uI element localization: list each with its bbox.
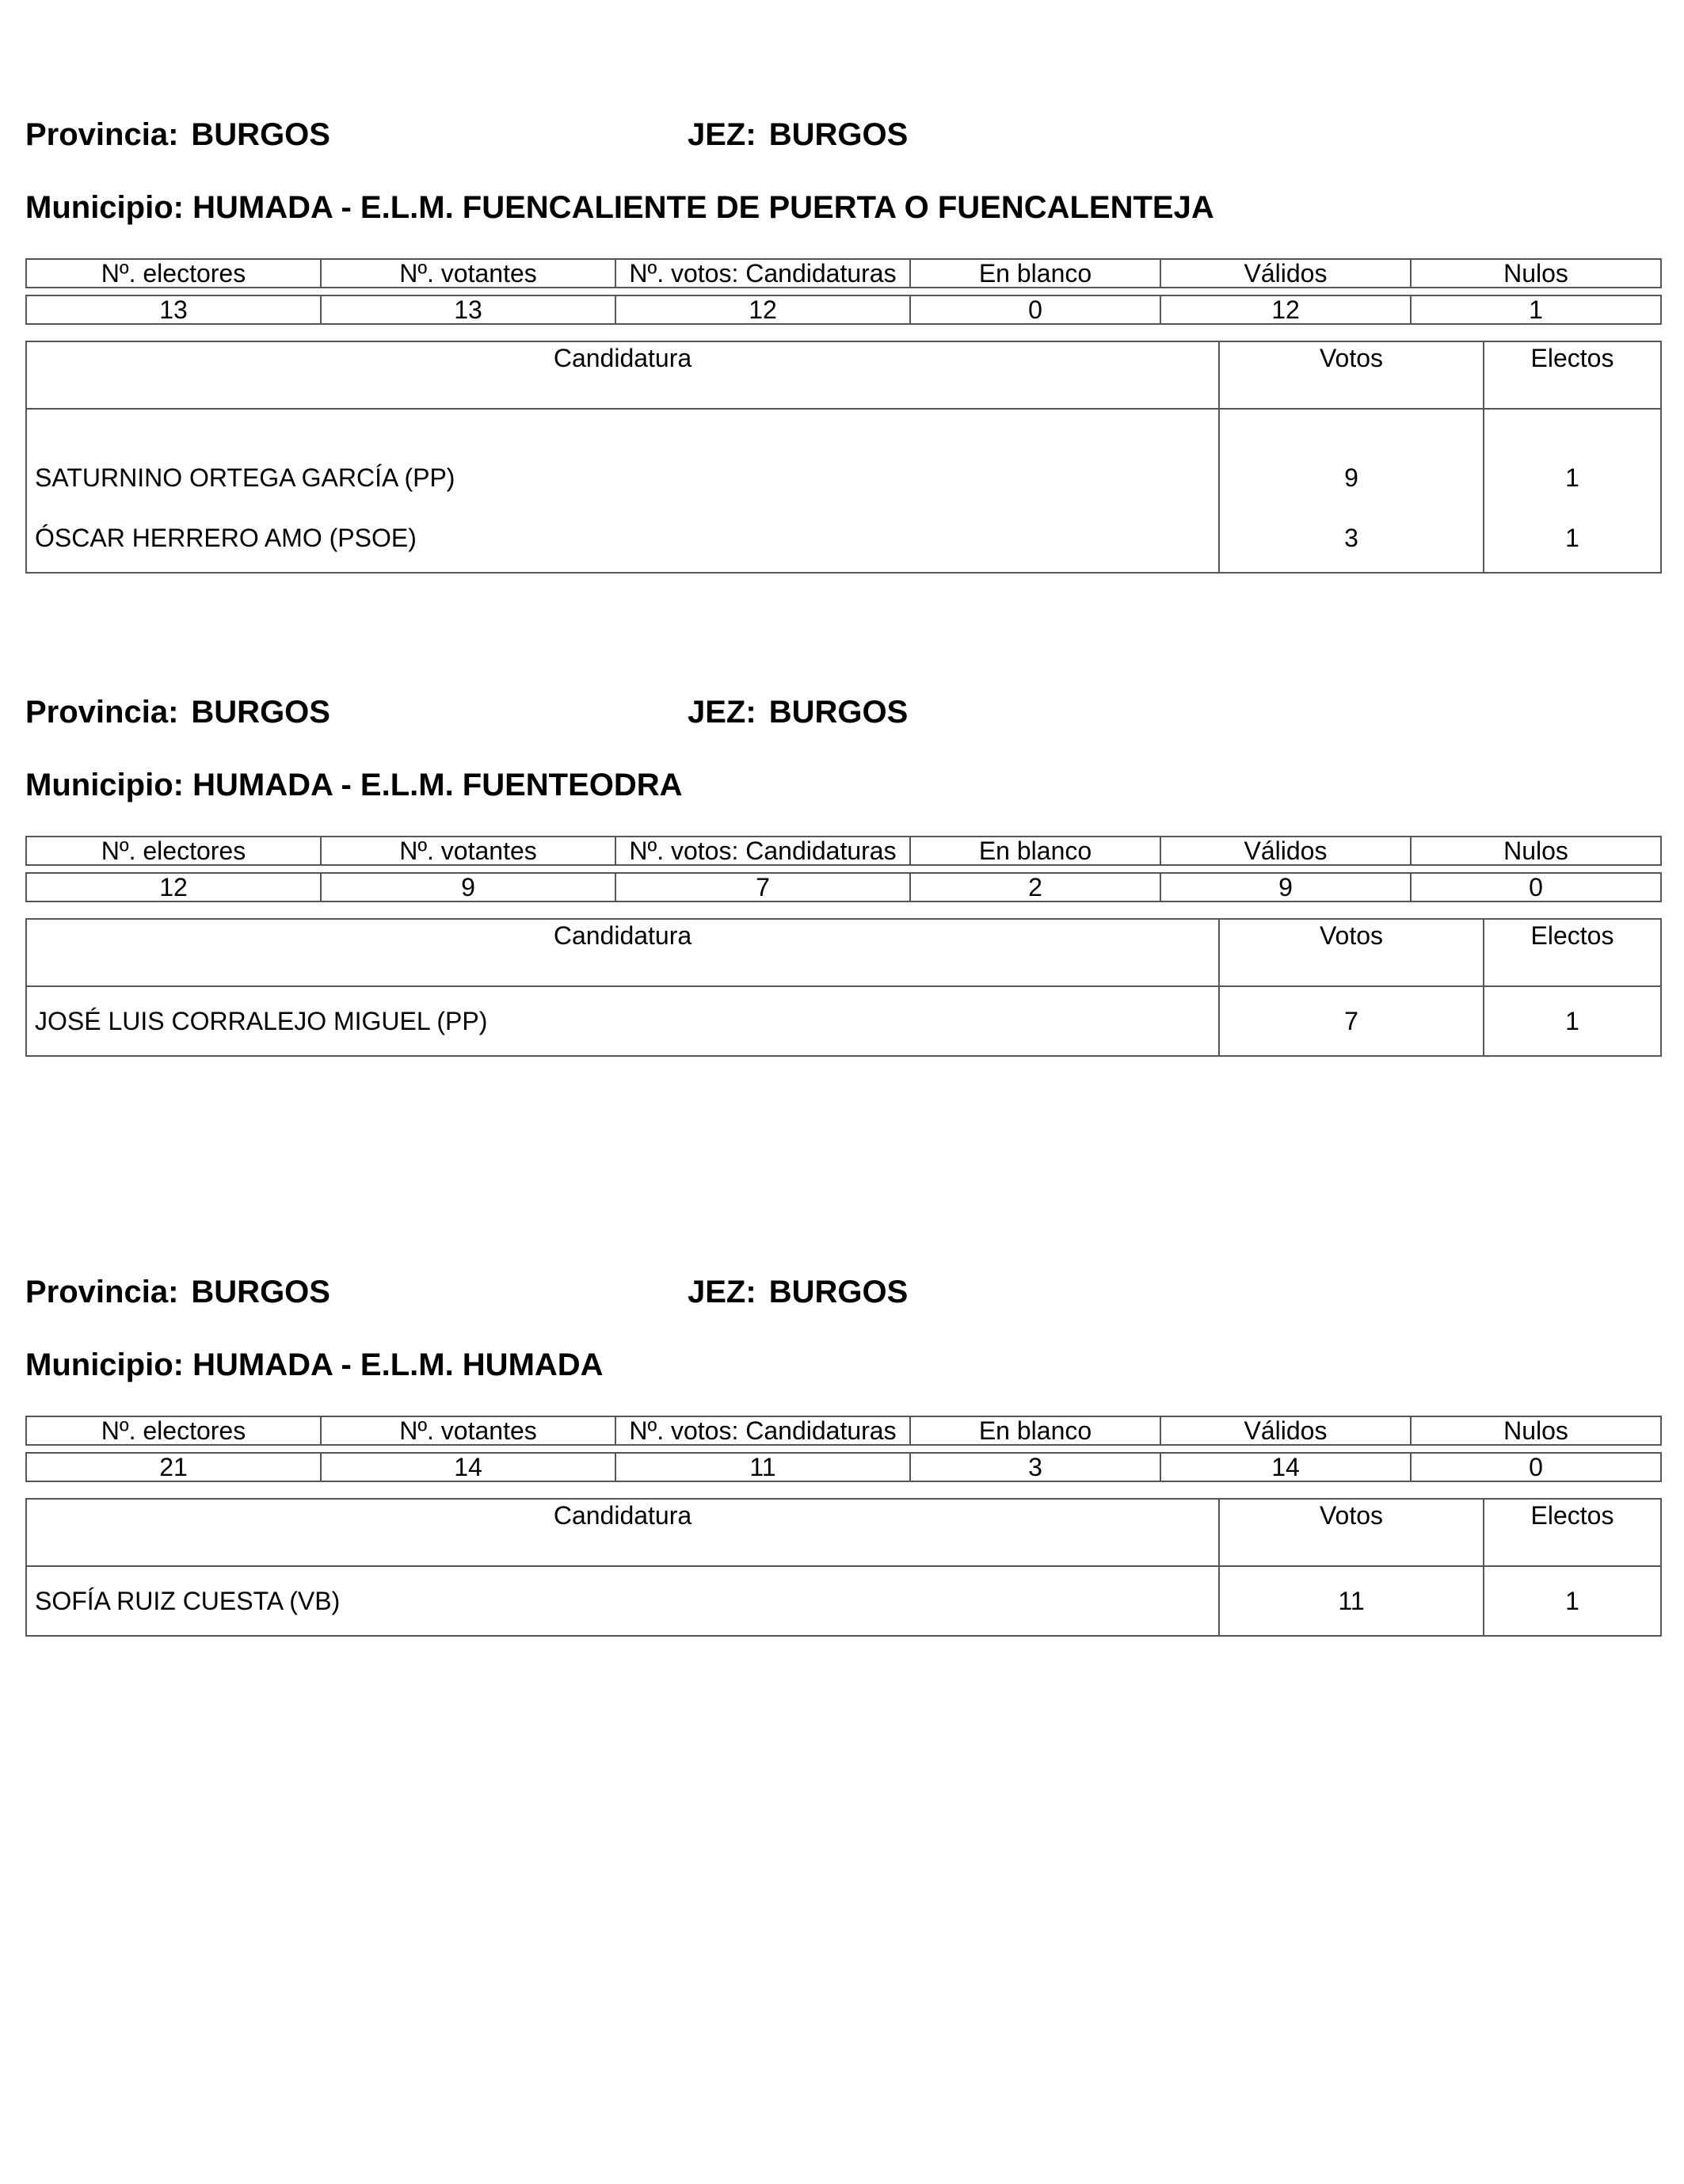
candidate-votos: 9 — [1219, 409, 1484, 504]
municipio-heading: Municipio: HUMADA - E.L.M. FUENTEODRA — [25, 768, 683, 802]
municipio-value: HUMADA - E.L.M. HUMADA — [192, 1347, 604, 1382]
stats-value-cell: 12 — [1160, 295, 1411, 324]
stats-value-cell: 12 — [615, 295, 910, 324]
candidate-name: JOSÉ LUIS CORRALEJO MIGUEL (PP) — [26, 986, 1219, 1056]
stats-value-cell: 12 — [26, 873, 321, 901]
stats-value-cell: 11 — [615, 1453, 910, 1481]
jez-heading: JEZ: BURGOS — [688, 117, 909, 152]
votos-header: Votos — [1219, 919, 1484, 986]
municipio-value: HUMADA - E.L.M. FUENCALIENTE DE PUERTA O FUENCALENTEJA — [192, 190, 1214, 225]
provincia-value: BURGOS — [191, 117, 330, 152]
candidate-electos: 1 — [1484, 986, 1661, 1056]
stats-header-cell: En blanco — [910, 1416, 1160, 1445]
candidate-name: SOFÍA RUIZ CUESTA (VB) — [26, 1566, 1219, 1636]
provincia-value: BURGOS — [191, 695, 330, 730]
stats-value-cell: 9 — [1160, 873, 1411, 901]
stats-value-cell: 2 — [910, 873, 1160, 901]
provincia-value: BURGOS — [191, 1275, 330, 1309]
provincia-heading: Provincia: BURGOS — [25, 117, 330, 152]
candidates-table — [25, 1498, 1662, 1637]
candidate-name: ÓSCAR HERRERO AMO (PSOE) — [26, 504, 1219, 573]
municipio-heading: Municipio: HUMADA - E.L.M. FUENCALIENTE DE PUERTA O FUENCALENTEJA — [25, 190, 1214, 225]
candidate-electos: 1 — [1484, 409, 1661, 504]
candidate-votos: 11 — [1219, 1566, 1484, 1636]
stats-header-cell: Válidos — [1160, 1416, 1411, 1445]
stats-header-cell: Nº. votos: Candidaturas — [615, 1416, 910, 1445]
stats-header-cell: En blanco — [910, 259, 1160, 288]
municipio-value: HUMADA - E.L.M. FUENTEODRA — [192, 768, 683, 802]
candidate-row — [26, 986, 1661, 1056]
candidate-electos: 1 — [1484, 1566, 1661, 1636]
stats-value-cell: 0 — [1411, 1453, 1661, 1481]
votos-header: Votos — [1219, 1499, 1484, 1566]
stats-header-cell: Nº. votantes — [321, 1416, 615, 1445]
provincia-heading: Provincia: BURGOS — [25, 1275, 330, 1309]
candidate-votos: 7 — [1219, 986, 1484, 1056]
electos-header: Electos — [1484, 1499, 1661, 1566]
jez-value: BURGOS — [768, 695, 909, 730]
candidatura-header: Candidatura — [26, 919, 1219, 986]
municipio-heading: Municipio: HUMADA - E.L.M. HUMADA — [25, 1347, 604, 1382]
stats-value-cell: 3 — [910, 1453, 1160, 1481]
stats-table — [25, 258, 1662, 325]
candidates-table — [25, 918, 1662, 1057]
stats-header-cell: Válidos — [1160, 837, 1411, 865]
candidate-row — [26, 409, 1661, 504]
provincia-heading: Provincia: BURGOS — [25, 695, 330, 730]
stats-header-cell: Nº. electores — [26, 259, 321, 288]
stats-header-cell: Nº. votantes — [321, 837, 615, 865]
stats-value-cell: 1 — [1411, 295, 1661, 324]
stats-value-cell: 14 — [321, 1453, 615, 1481]
stats-value-cell: 9 — [321, 873, 615, 901]
candidate-electos: 1 — [1484, 504, 1661, 573]
stats-value-cell: 7 — [615, 873, 910, 901]
candidate-name: SATURNINO ORTEGA GARCÍA (PP) — [26, 409, 1219, 504]
jez-value: BURGOS — [768, 117, 909, 152]
stats-header-cell: Nº. votos: Candidaturas — [615, 837, 910, 865]
stats-header-cell: Nulos — [1411, 1416, 1661, 1445]
candidate-votos: 3 — [1219, 504, 1484, 573]
stats-header-cell: Nulos — [1411, 259, 1661, 288]
jez-heading: JEZ: BURGOS — [688, 695, 909, 730]
stats-header-cell: Nº. electores — [26, 837, 321, 865]
candidate-row — [26, 1566, 1661, 1636]
jez-heading: JEZ: BURGOS — [688, 1275, 909, 1309]
stats-value-cell: 21 — [26, 1453, 321, 1481]
electos-header: Electos — [1484, 341, 1661, 409]
stats-value-cell: 0 — [910, 295, 1160, 324]
candidatura-header: Candidatura — [26, 341, 1219, 409]
jez-value: BURGOS — [768, 1275, 909, 1309]
stats-value-cell: 0 — [1411, 873, 1661, 901]
stats-value-cell: 13 — [321, 295, 615, 324]
candidatura-header: Candidatura — [26, 1499, 1219, 1566]
stats-table — [25, 836, 1662, 902]
stats-header-cell: Nº. votantes — [321, 259, 615, 288]
stats-value-cell: 13 — [26, 295, 321, 324]
stats-value-cell: 14 — [1160, 1453, 1411, 1481]
stats-header-cell: Nº. votos: Candidaturas — [615, 259, 910, 288]
stats-header-cell: Nulos — [1411, 837, 1661, 865]
stats-table — [25, 1416, 1662, 1482]
stats-header-cell: Válidos — [1160, 259, 1411, 288]
stats-header-cell: Nº. electores — [26, 1416, 321, 1445]
candidate-row — [26, 504, 1661, 573]
stats-header-cell: En blanco — [910, 837, 1160, 865]
candidates-table — [25, 341, 1662, 574]
votos-header: Votos — [1219, 341, 1484, 409]
electos-header: Electos — [1484, 919, 1661, 986]
